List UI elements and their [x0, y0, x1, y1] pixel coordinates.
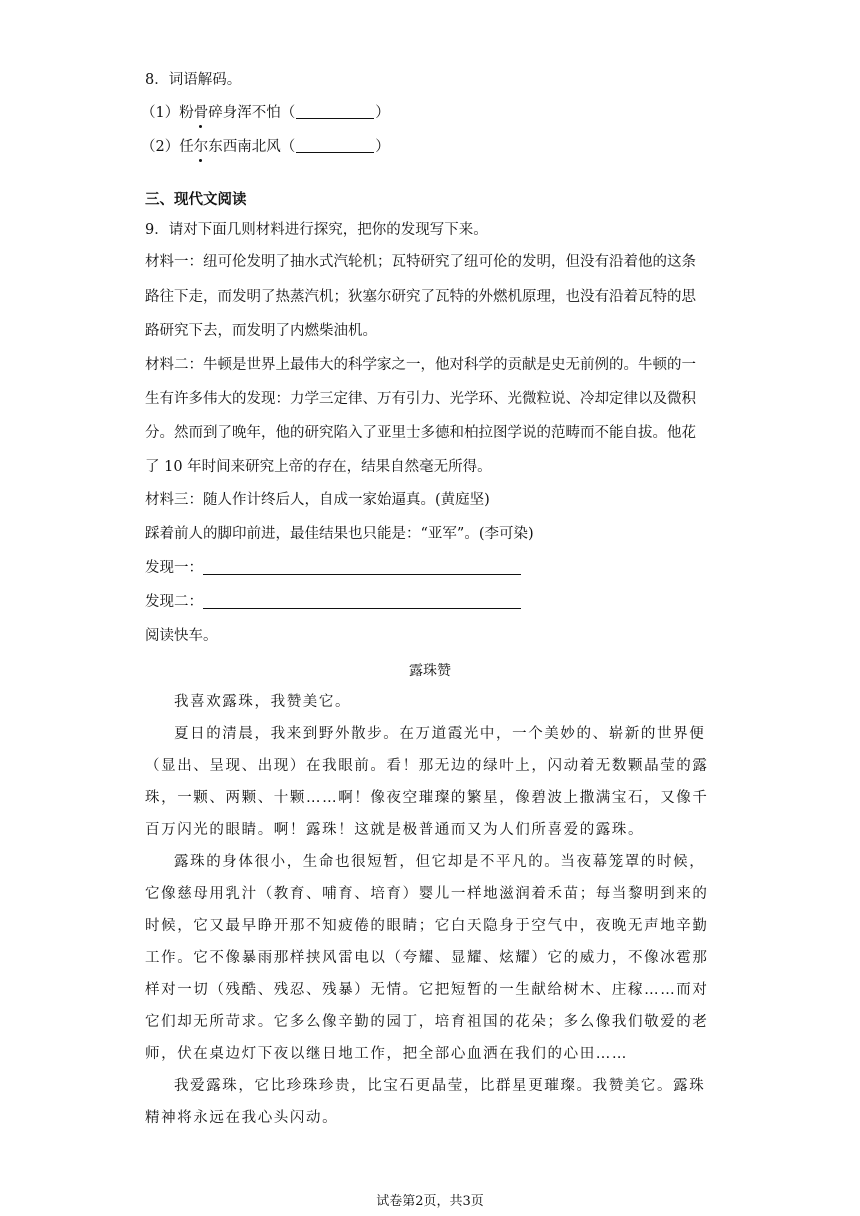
- q8-item-1-prefix: （1）粉: [141, 105, 194, 121]
- finding-1-label: 发现一：: [145, 560, 203, 576]
- finding-2: [145, 592, 521, 612]
- material-1-line: 材料一：纽可伦发明了抽水式汽轮机；瓦特研究了纽可伦的发明，但没有沿着他的这条: [145, 254, 696, 270]
- material-1-line: 路研究下去，而发明了内燃柴油机。: [145, 323, 377, 339]
- finding-1: [145, 558, 521, 578]
- finding-1-answer-line[interactable]: [203, 560, 521, 575]
- article-body: [145, 686, 715, 1134]
- q8-item-2-answer-blank[interactable]: [296, 138, 374, 153]
- finding-2-label: 发现二：: [145, 594, 203, 610]
- q8-item-2-prefix: （2）任: [141, 139, 194, 155]
- q8-item-1-dotted-char: 骨: [193, 105, 209, 121]
- material-1-line: 路往下走，而发明了热蒸汽机；狄塞尔研究了瓦特的外燃机原理，也没有沿着瓦特的思: [145, 289, 696, 305]
- section-3-heading: 三、现代文阅读: [145, 192, 247, 208]
- article-paragraph: 露珠的身体很小，生命也很短暂，但它却是不平凡的。当夜幕笼罩的时候，它像慈母用乳汁（教育、哺育、培育）婴儿一样地滋润着禾苗；每当黎明到来的时候，它又最早睁开那不知疲倦的眼睛；它白天隐身于空气中，夜晚无声地辛勤工作。它不像暴雨那样挟风雷电以（夸耀、显耀、炫耀）它的威力，不像冰雹那样对一切（残酷、残忍、残暴）无情。它把短暂的一生献给树木、庄稼……而对它们却无所苛求。它多么像辛勤的园丁，培育祖国的花朵；多么像我们敬爱的老师，伏在桌边灯下夜以继日地工作，把全部心血洒在我们的心田……: [145, 854, 709, 1062]
- q8-item-2: [141, 137, 390, 157]
- material-3-line: 踩着前人的脚印前进，最佳结果也只能是：“亚军”。(李可染): [145, 526, 534, 542]
- finding-2-answer-line[interactable]: [203, 594, 521, 609]
- material-2-line: 分。然而到了晚年，他的研究陷入了亚里士多德和柏拉图学说的范畴而不能自拔。他花: [145, 425, 696, 441]
- material-2-line: 材料二：牛顿是世界上最伟大的科学家之一，他对科学的贡献是史无前例的。牛顿的一: [145, 357, 696, 373]
- q8-item-1-close: ）: [375, 105, 390, 121]
- q8-item-2-dotted-char: 尔: [193, 139, 209, 155]
- article-paragraph: 我爱露珠，它比珍珠珍贵，比宝石更晶莹，比群星更璀璨。我赞美它。露珠精神将永远在我心头闪动。: [145, 1078, 706, 1126]
- q8-item-1-suffix: 碎身浑不怕（: [208, 105, 296, 121]
- article-title: 露珠赞: [409, 663, 451, 679]
- q8-item-2-close: ）: [375, 139, 390, 155]
- article-paragraph: 我喜欢露珠，我赞美它。: [174, 694, 352, 710]
- q8-item-1: [141, 103, 390, 123]
- material-3-line: 材料三：随人作计终后人，自成一家始逼真。(黄庭坚): [145, 492, 490, 508]
- q8-heading: 8．词语解码。: [145, 72, 242, 88]
- q8-item-1-answer-blank[interactable]: [296, 104, 374, 119]
- article-paragraph: 夏日的清晨，我来到野外散步。在万道霞光中，一个美妙的、崭新的世界便（显出、呈现、出现）在我眼前。看！那无边的绿叶上，闪动着无数颗晶莹的露珠，一颗、两颗、十颗……啊！像夜空璀璨的繁星，像碧波上撒满宝石，又像千百万闪光的眼睛。啊！露珠！这就是极普通而又为人们所喜爱的露珠。: [145, 726, 709, 838]
- material-2-line: 生有许多伟大的发现：力学三定律、万有引力、光学环、光微粒说、冷却定律以及微积: [145, 391, 696, 407]
- q8-item-2-suffix: 东西南北风（: [208, 139, 296, 155]
- page-footer: 试卷第2页，共3页: [376, 1194, 484, 1209]
- q9-prompt: 9．请对下面几则材料进行探究，把你的发现写下来。: [145, 222, 488, 238]
- reading-intro: 阅读快车。: [145, 628, 218, 644]
- material-2-line: 了 10 年时间来研究上帝的存在，结果自然毫无所得。: [145, 459, 492, 475]
